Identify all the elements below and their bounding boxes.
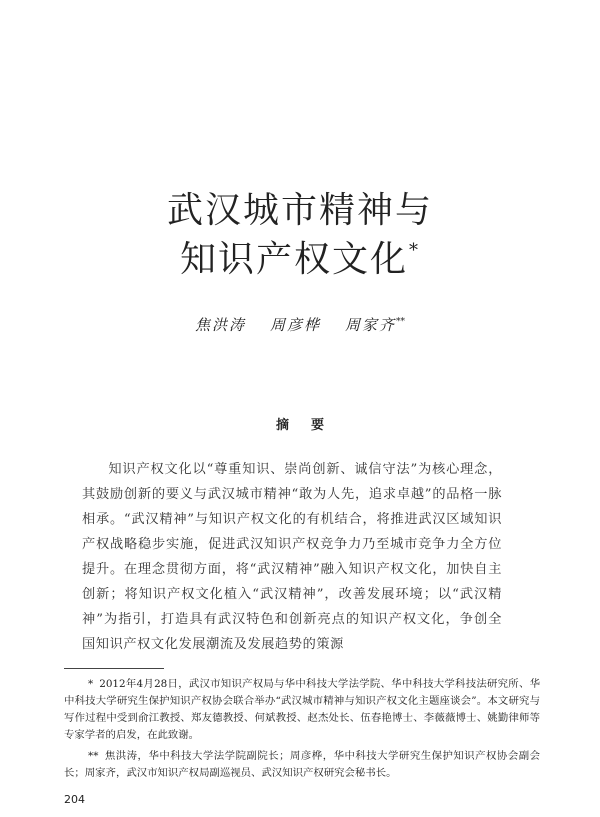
article-title-line2: 知识产权文化*: [179, 239, 420, 280]
footnote: [64, 748, 540, 782]
author-footnote-marker: **: [396, 317, 406, 327]
footnote-text: 2012年4月28日，武汉市知识产权局与华中科技大学法学院、华中科技大学科技法研究所、华中科技大学研究生保护知识产权协会联合举办“武汉城市精神与知识产权文化主题座谈会”。本文研究与写作过程中受到俞江教授、郑友德教授、何斌教授、赵杰处长、伍春艳博士、李薇薇博士、姚勤律师等专家学者的启发，在此致谢。: [64, 678, 540, 741]
footnote-symbol: *: [88, 678, 94, 690]
author-line: [0, 314, 600, 335]
page-number: 204: [64, 793, 85, 806]
footnote-divider: [64, 668, 164, 669]
footnotes: [64, 676, 540, 786]
abstract-heading: 摘 要: [275, 418, 325, 433]
abstract-body: 知识产权文化以“尊重知识、崇尚创新、诚信守法”为核心理念，其鼓励创新的要义与武汉城市精神“敢为人先，追求卓越”的品格一脉相承。“武汉精神”与知识产权文化的有机结合，将推进武汉区域知识产权战略稳步实施，促进武汉知识产权竞争力乃至城市竞争力全方位提升。在理念贯彻方面，将“武汉精神”融入知识产权文化，加快自主创新；将知识产权文化植入“武汉精神”，改善发展环境；以“武汉精神”为指引，打造具有武汉特色和创新亮点的知识产权文化，争创全国知识产权文化发展潮流及发展趋势的策源: [82, 462, 502, 652]
author-name: 周家齐: [345, 316, 397, 334]
footnote-symbol: **: [88, 750, 99, 762]
article-title-line1: 武汉城市精神与: [166, 190, 433, 231]
footnote-text: 焦洪涛，华中科技大学法学院副院长；周彦桦，华中科技大学研究生保护知识产权协会副会长；周家齐，武汉市知识产权局副巡视员、武汉知识产权研究会秘书长。: [64, 750, 540, 779]
footnote: [64, 676, 540, 744]
author-name: 周彦桦: [269, 316, 321, 334]
title-footnote-marker: *: [409, 240, 420, 261]
author-name: 焦洪涛: [194, 316, 246, 334]
